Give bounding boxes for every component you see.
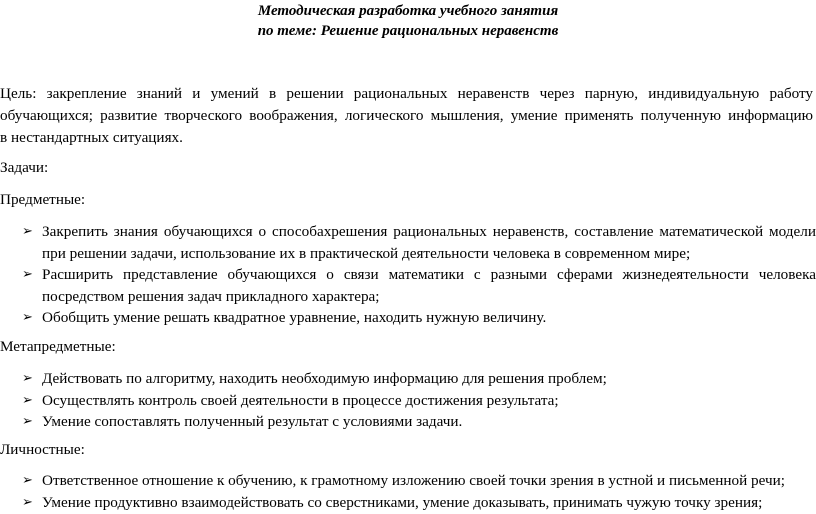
- subject-label: Предметные:: [0, 191, 86, 208]
- list-item: [22, 470, 816, 492]
- list-item: [22, 264, 816, 307]
- personal-list: [22, 470, 816, 513]
- arrow-bullet-icon: ➢: [22, 414, 33, 429]
- list-item: [22, 390, 816, 412]
- arrow-bullet-icon: ➢: [22, 494, 33, 510]
- tasks-label: Задачи:: [0, 159, 49, 176]
- list-item-text: Умение продуктивно взаимодействовать со сверстниками, умение доказывать, принимать чужую точку зрения;: [42, 493, 763, 511]
- list-item: [22, 307, 816, 329]
- personal-label: Личностные:: [0, 441, 85, 458]
- list-item-text: Умение сопоставлять полученный результат с условиями задачи.: [42, 413, 463, 430]
- goal-line: в нестандартных ситуациях.: [0, 129, 183, 146]
- list-item: [22, 492, 816, 514]
- list-item-text: Закрепить знания обучающихся о способахрешения рациональных неравенств, составление математической модели при решении задачи, использование их в практической деятельности человека в современном мире;: [42, 223, 816, 262]
- list-item: [22, 411, 816, 433]
- list-item: [22, 221, 816, 264]
- document-title-line-1: Методическая разработка учебного занятия: [257, 3, 559, 19]
- list-item-text: Расширить представление обучающихся о связи математики с разными сферами жизнедеятельности человека посредством решения задач прикладного характера;: [42, 266, 816, 305]
- goal-paragraph: [0, 83, 813, 149]
- arrow-bullet-icon: ➢: [22, 267, 33, 282]
- subject-list: [22, 221, 816, 329]
- arrow-bullet-icon: ➢: [22, 392, 33, 408]
- goal-line: обучающихся; развитие творческого воображения, логического мышления, умение применять полученную информацию: [0, 107, 813, 124]
- list-item-text: Действовать по алгоритму, находить необходимую информацию для решения проблем;: [42, 370, 607, 387]
- meta-label: Метапредметные:: [0, 338, 116, 355]
- goal-line: Цель: закрепление знаний и умений в решении рациональных неравенств через парную, индивидуальную работу: [0, 85, 813, 102]
- arrow-bullet-icon: ➢: [22, 371, 33, 386]
- arrow-bullet-icon: ➢: [22, 473, 33, 488]
- list-item: [22, 368, 816, 390]
- list-item-text: Обобщить умение решать квадратное уравнение, находить нужную величину.: [42, 309, 547, 326]
- meta-list: [22, 368, 816, 433]
- arrow-bullet-icon: ➢: [22, 310, 33, 325]
- list-item-text: Осуществлять контроль своей деятельности в процессе достижения результата;: [42, 391, 559, 409]
- list-item-text: Ответственное отношение к обучению, к грамотному изложению своей точки зрения в устной и письменной речи;: [42, 472, 785, 489]
- arrow-bullet-icon: ➢: [22, 224, 33, 239]
- document-title-line-2: по теме: Решение рациональных неравенств: [257, 23, 559, 39]
